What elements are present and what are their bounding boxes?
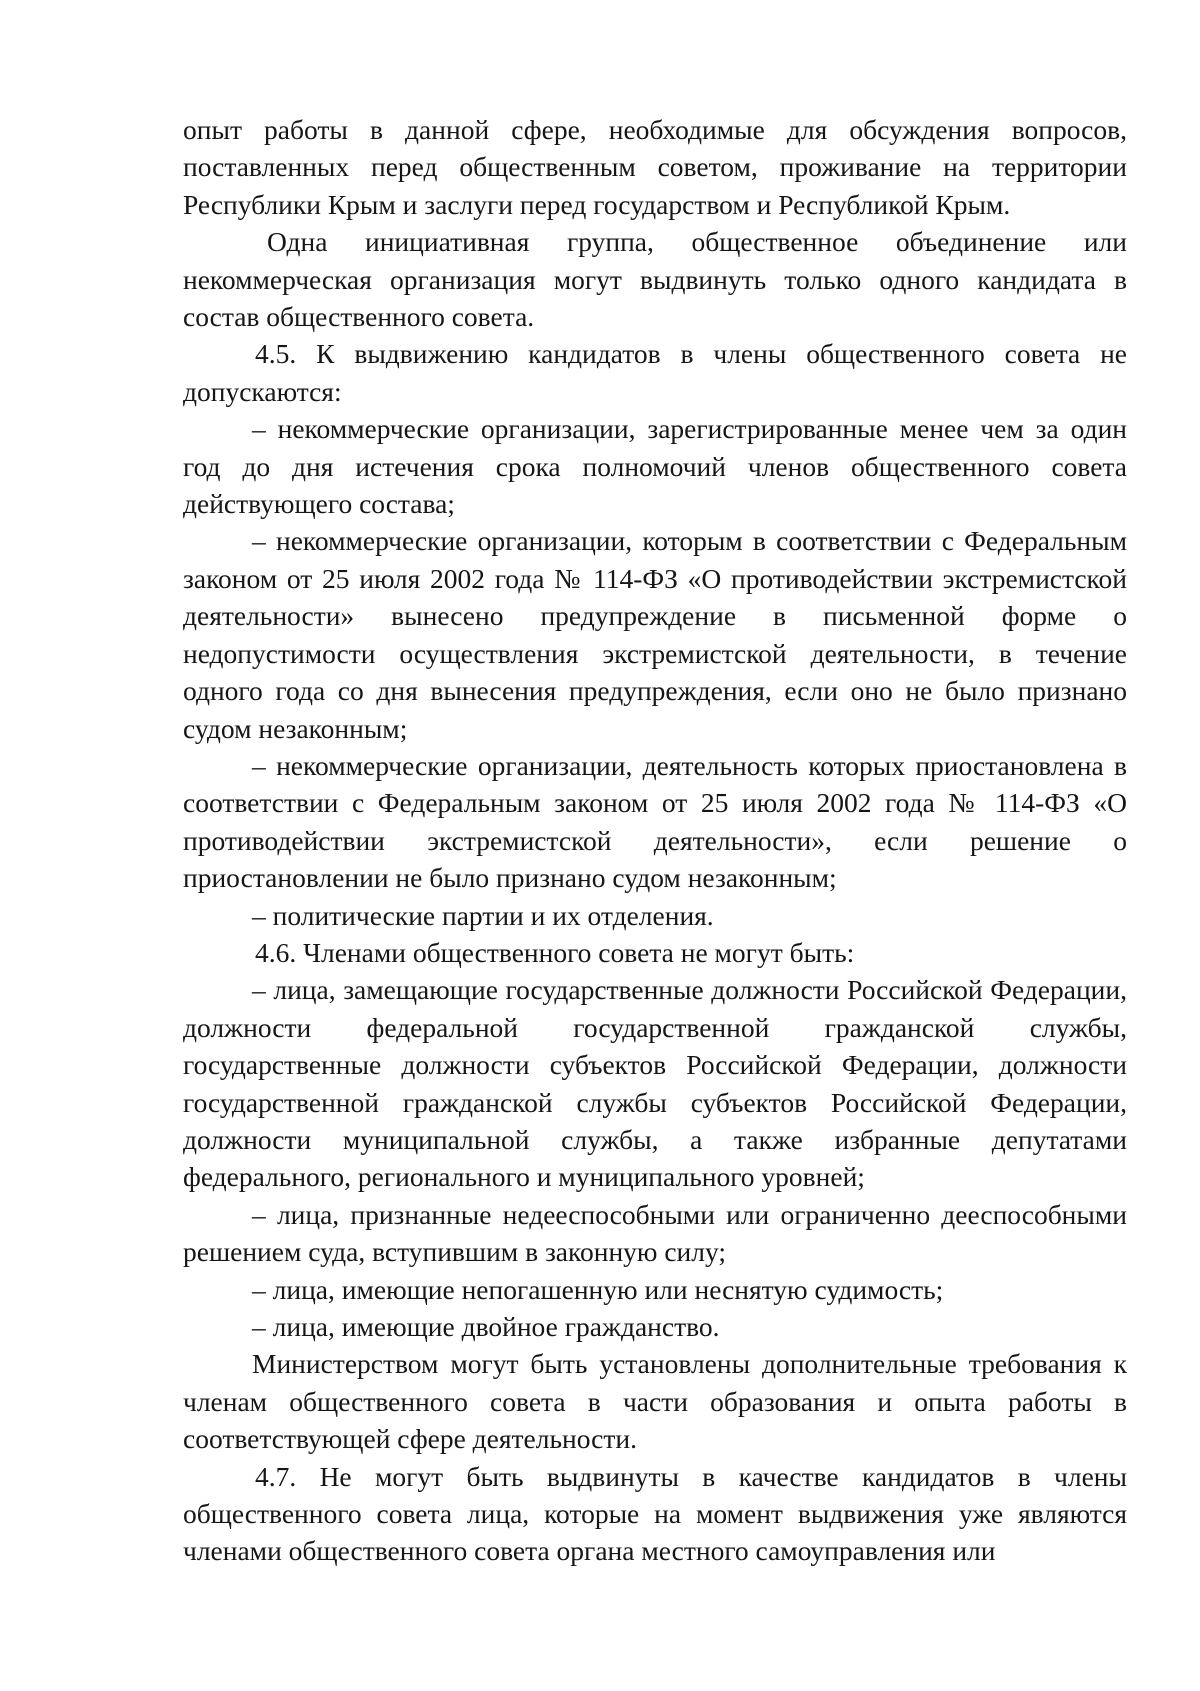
list-item-4-6-a: – лица, замещающие государственные должности Российской Федерации, должности федеральной государственной гражданской службы, государственные должности субъектов Российской Федерации, должности государственной гражданской службы субъектов Российской Федерации, должности муниципальной службы, а также избранные депутатами федерального, регионального и муниципального уровней; bbox=[183, 974, 1127, 1193]
document-body bbox=[183, 111, 1127, 1570]
list-item-4-5-d: – политические партии и их отделения. bbox=[252, 899, 714, 931]
list-item-4-6-b: – лица, признанные недееспособными или ограниченно дееспособными решением суда, вступившим в законную силу; bbox=[183, 1198, 1127, 1268]
list-item-4-5-b: – некоммерческие организации, которым в соответствии с Федеральным законом от 25 июля 2002 года № 114-ФЗ «О противодействии экстремистской деятельности» вынесено предупреждение в письменной форме о недопустимости осуществления экстремистской деятельности, в течение одного года со дня вынесения предупреждения, если оно не было признано судом незаконным; bbox=[183, 525, 1127, 744]
paragraph-continuation: опыт работы в данной сфере, необходимые для обсуждения вопросов, поставленных перед общественным советом, проживание на территории Республики Крым и заслуги перед государством и Республикой Крым. bbox=[183, 114, 1127, 220]
list-item-4-5-c: – некоммерческие организации, деятельность которых приостановлена в соответствии с Федеральным законом от 25 июля 2002 года № 114-ФЗ «О противодействии экстремистской деятельности», если решение о приостановлении не было признано судом незаконным; bbox=[183, 749, 1127, 894]
paragraph-clause-4-5: 4.5. К выдвижению кандидатов в члены общественного совета не допускаются: bbox=[183, 338, 1127, 407]
list-item-4-6-c: – лица, имеющие непогашенную или неснятую судимость; bbox=[252, 1273, 944, 1305]
paragraph-initiative-group: Одна инициативная группа, общественное объединение или некоммерческая организация могут выдвинуть только одного кандидата в состав общественного совета. bbox=[183, 226, 1127, 333]
list-item-4-6-d: – лица, имеющие двойное гражданство. bbox=[252, 1311, 720, 1342]
paragraph-ministry-requirements: Министерством могут быть установлены дополнительные требования к членам общественного совета в части образования и опыта работы в соответствующей сфере деятельности. bbox=[183, 1348, 1127, 1455]
paragraph-clause-4-6: 4.6. Членами общественного совета не могут быть: bbox=[255, 936, 855, 968]
list-item-4-5-a: – некоммерческие организации, зарегистрированные менее чем за один год до дня истечения срока полномочий членов общественного совета действующего состава; bbox=[183, 413, 1127, 520]
paragraph-clause-4-7: 4.7. Не могут быть выдвинуты в качестве кандидатов в члены общественного совета лица, которые на момент выдвижения уже являются членами общественного совета органа местного самоуправления или bbox=[183, 1460, 1127, 1567]
